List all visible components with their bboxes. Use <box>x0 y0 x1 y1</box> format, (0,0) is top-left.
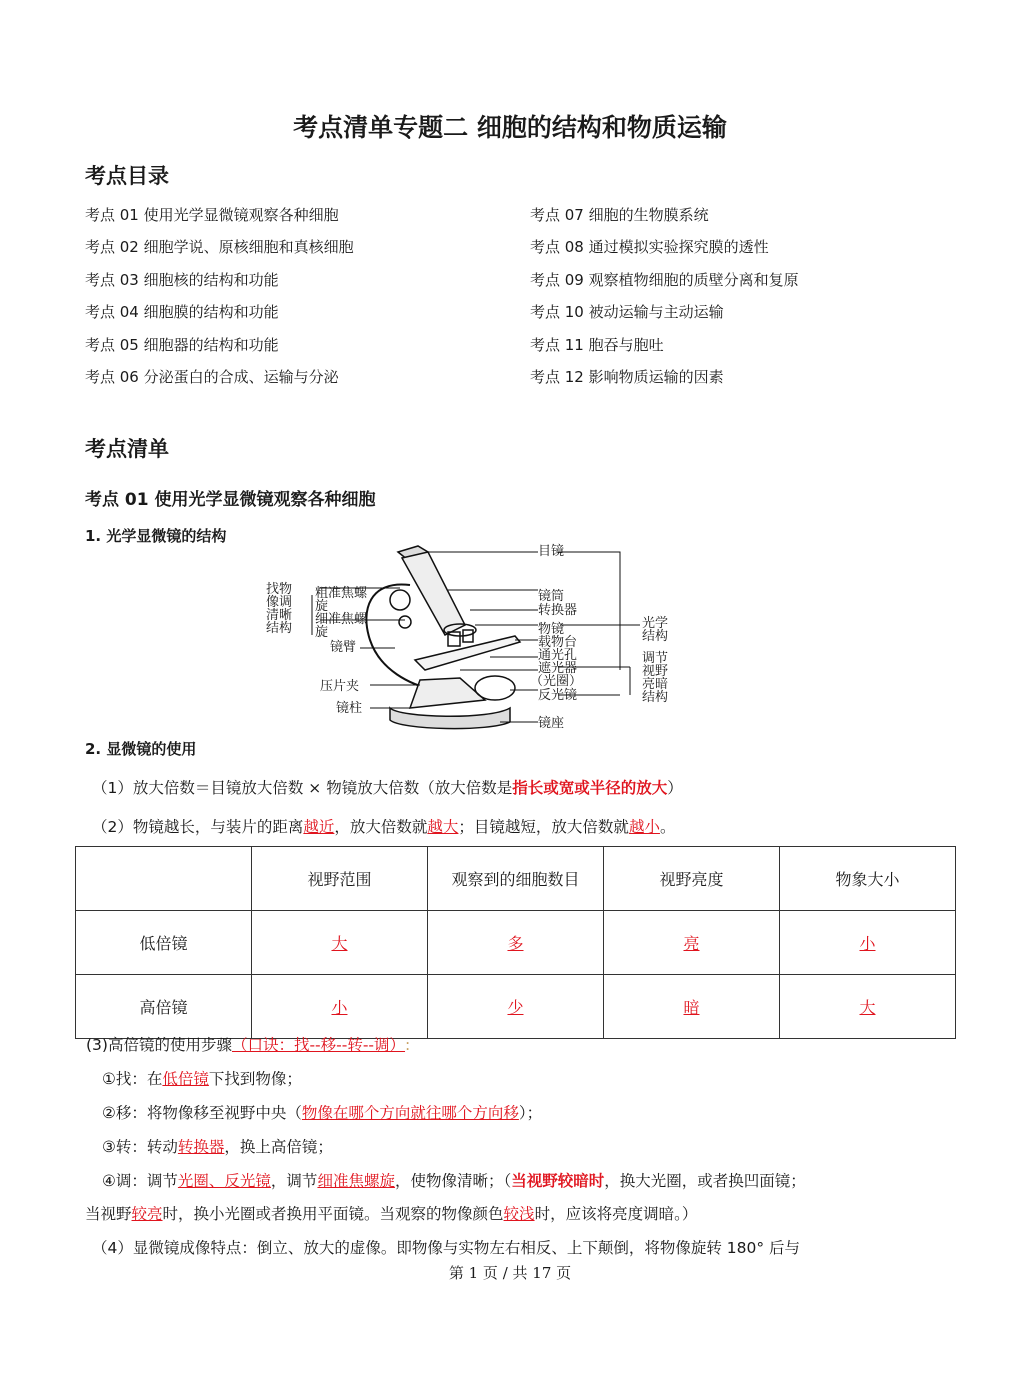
section-heading: 考点 01 使用光学显微镜观察各种细胞 <box>85 490 376 510</box>
label-pillar: 镜柱 <box>336 701 363 716</box>
table-header: 视野范围 <box>252 847 428 911</box>
text: ）； <box>518 1104 543 1122</box>
toc-item[interactable]: 考点 08 通过模拟实验探究膜的透性 <box>530 238 769 256</box>
answer-text: 小 <box>859 934 876 953</box>
toc-item[interactable]: 考点 10 被动运输与主动运输 <box>530 303 724 321</box>
highlight-text: 指长或宽或半径的放大 <box>512 779 668 797</box>
answer-text: 越小 <box>628 818 660 836</box>
table-cell <box>780 911 956 975</box>
text: ；目镜越短，放大倍数就 <box>458 818 629 836</box>
table-cell <box>428 975 604 1039</box>
step-move <box>102 1101 542 1123</box>
table-cell <box>604 911 780 975</box>
table-header: 观察到的细胞数目 <box>428 847 604 911</box>
label-arm: 镜臂 <box>330 640 357 655</box>
toc-item[interactable]: 考点 01 使用光学显微镜观察各种细胞 <box>85 206 339 224</box>
table-cell <box>252 975 428 1039</box>
subsection-heading: 1. 光学显微镜的结构 <box>85 527 227 545</box>
answer-text: 细准焦螺旋 <box>317 1172 395 1190</box>
answer-text: 小 <box>331 998 348 1017</box>
answer-text: 少 <box>507 998 524 1017</box>
table-cell <box>604 975 780 1039</box>
step-turn <box>102 1135 333 1157</box>
answer-text: 暗 <box>683 998 700 1017</box>
text: ，放大倍数就 <box>334 818 428 836</box>
label-eyepiece: 目镜 <box>538 544 565 559</box>
label-light-hole: 通光孔 <box>538 648 578 663</box>
table-cell <box>428 911 604 975</box>
label-focus-group: 找物像调清晰结构 <box>266 582 293 636</box>
text: 时，应该将亮度调暗。） <box>534 1205 698 1223</box>
answer-text: 亮 <box>683 934 700 953</box>
text: ，调节 <box>270 1172 318 1190</box>
answer-text: 越近 <box>303 818 335 836</box>
table-row <box>76 911 956 975</box>
answer-text: 越大 <box>427 818 459 836</box>
text: ） <box>667 779 683 797</box>
label-optical-structure: 光学结构 <box>642 616 669 644</box>
label-diaphragm: 遮光器 <box>538 661 578 676</box>
subsection-heading: 2. 显微镜的使用 <box>85 740 197 758</box>
highlight-text: （口诀：找--移--转--调） <box>231 1036 406 1054</box>
page-footer: 第 1 页 / 共 17 页 <box>448 1264 572 1282</box>
text: : <box>405 1036 411 1054</box>
answer-text: 转换器 <box>177 1138 225 1156</box>
table-cell <box>252 911 428 975</box>
table-header: 物象大小 <box>780 847 956 911</box>
answer-text: 大 <box>331 934 348 953</box>
label-tube: 镜筒 <box>538 589 565 604</box>
step-adjust-continued <box>85 1202 697 1224</box>
step-adjust <box>102 1169 806 1191</box>
text: ，使物像清晰；（ <box>394 1172 512 1190</box>
label-diaphragm-note: （光圈） <box>530 674 583 689</box>
list-heading: 考点清单 <box>85 437 169 461</box>
label-brightness-structure: 调节视野亮暗结构 <box>642 651 669 705</box>
step-find <box>102 1067 302 1089</box>
text: 。 <box>659 818 676 836</box>
objective-length-note <box>92 815 675 837</box>
toc-heading: 考点目录 <box>85 164 169 188</box>
toc-item[interactable]: 考点 03 细胞核的结构和功能 <box>85 271 279 289</box>
toc-item[interactable]: 考点 06 分泌蛋白的合成、运输与分泌 <box>85 368 339 386</box>
text: ③转：转动 <box>102 1138 178 1156</box>
page-title: 考点清单专题二 细胞的结构和物质运输 <box>293 113 727 142</box>
table-header-row <box>76 847 956 911</box>
table-cell <box>780 975 956 1039</box>
label-stage: 载物台 <box>538 635 578 650</box>
text: 下找到物像； <box>208 1070 302 1088</box>
text: （2）物镜越长，与装片的距离 <box>92 818 304 836</box>
toc-item[interactable]: 考点 11 胞吞与胞吐 <box>530 336 664 354</box>
text: ④调：调节 <box>102 1172 178 1190</box>
answer-text: 低倍镜 <box>162 1070 209 1088</box>
answer-text: 物像在哪个方向就往哪个方向移 <box>301 1104 519 1122</box>
label-coarse-focus: 粗准焦螺旋 <box>315 586 368 614</box>
answer-text: 大 <box>859 998 876 1017</box>
label-nosepiece: 转换器 <box>538 603 578 618</box>
toc-item[interactable]: 考点 12 影响物质运输的因素 <box>530 368 724 386</box>
table-cell: 低倍镜 <box>76 911 252 975</box>
imaging-characteristics: （4）显微镜成像特点：倒立、放大的虚像。即物像与实物左右相反、上下颠倒，将物像旋转 180° 后与 <box>92 1239 801 1257</box>
label-fine-focus: 细准焦螺旋 <box>315 612 368 640</box>
text: 当视野 <box>85 1205 132 1223</box>
toc-item[interactable]: 考点 05 细胞器的结构和功能 <box>85 336 279 354</box>
table-header <box>76 847 252 911</box>
text: （1）放大倍数＝目镜放大倍数 × 物镜放大倍数（放大倍数是 <box>92 779 513 797</box>
toc-item[interactable]: 考点 02 细胞学说、原核细胞和真核细胞 <box>85 238 354 256</box>
text: ②移：将物像移至视野中央（ <box>102 1104 302 1122</box>
answer-text: 多 <box>507 934 524 953</box>
highlight-text: 当视野较暗时 <box>511 1172 605 1190</box>
label-clip: 压片夹 <box>320 679 360 694</box>
answer-text: 较浅 <box>503 1205 535 1223</box>
label-base: 镜座 <box>538 716 565 731</box>
answer-text: 光圈、反光镜 <box>177 1172 271 1190</box>
label-mirror: 反光镜 <box>538 688 578 703</box>
microscope-illustration <box>260 540 690 740</box>
magnification-formula <box>92 776 683 798</box>
text: ①找：在 <box>102 1070 163 1088</box>
text: (3)高倍镜的使用步骤 <box>86 1036 232 1054</box>
high-power-steps-title <box>86 1033 410 1055</box>
magnification-comparison-table <box>75 846 956 1039</box>
toc-item[interactable]: 考点 07 细胞的生物膜系统 <box>530 206 709 224</box>
table-cell: 高倍镜 <box>76 975 252 1039</box>
microscope-diagram <box>260 540 690 740</box>
table-header: 视野亮度 <box>604 847 780 911</box>
text: 时，换小光圈或者换用平面镜。当观察的物像颜色 <box>162 1205 504 1223</box>
toc-item[interactable]: 考点 09 观察植物细胞的质壁分离和复原 <box>530 271 799 289</box>
text: ，换大光圈，或者换凹面镜； <box>604 1172 806 1190</box>
label-objective: 物镜 <box>538 622 565 637</box>
text: ，换上高倍镜； <box>224 1138 333 1156</box>
toc-item[interactable]: 考点 04 细胞膜的结构和功能 <box>85 303 279 321</box>
answer-text: 较亮 <box>131 1205 163 1223</box>
table-row <box>76 975 956 1039</box>
